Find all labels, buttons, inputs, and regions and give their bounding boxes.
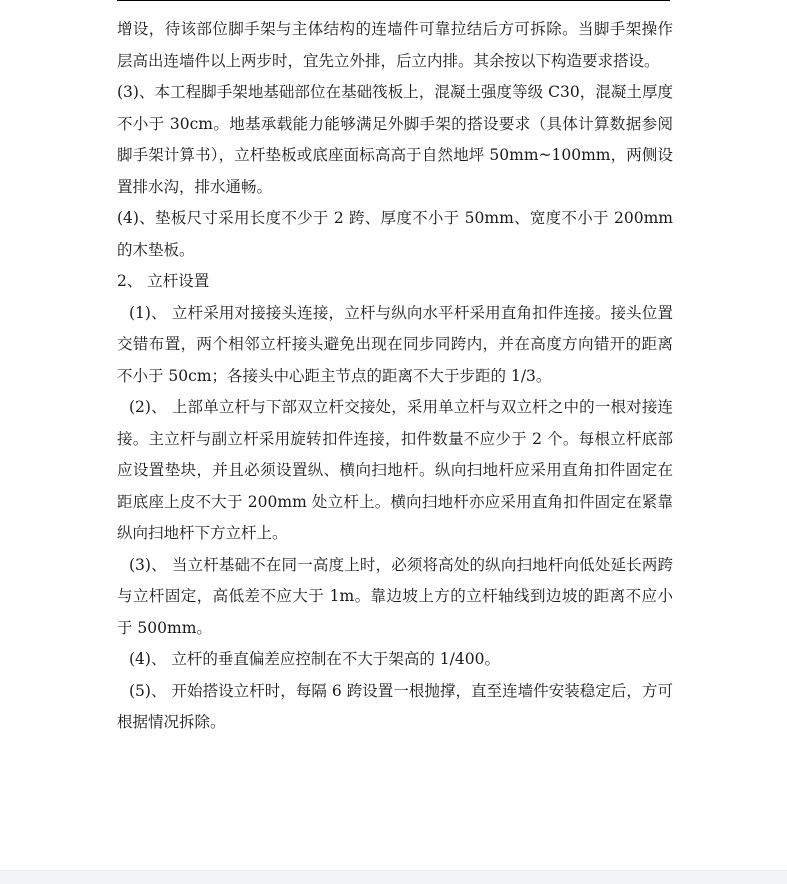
- header-rule: [117, 0, 670, 1]
- paragraph-pole-item-4: (4)、 立杆的垂直偏差应控制在不大于架高的 1/400。: [129, 650, 500, 668]
- paragraph-pole-item-2: (2)、 上部单立杆与下部双立杆交接处，采用单立杆与双立杆之中的一根对接连接。主立杆与副立杆采用旋转扣件连接，扣件数量不应少于 2 个。每根立杆底部应设置垫块，并且必须设置纵、横向扫地杆。纵向扫地杆应采用直角扣件固定在距底座上皮不大于 200mm 处立杆上。横向扫地杆亦应采用直角扣件固定在紧靠纵向扫地杆下方立杆上。: [117, 398, 673, 542]
- paragraph-pole-item-1: (1)、 立杆采用对接接头连接，立杆与纵向水平杆采用直角扣件连接。接头位置交错布置，两个相邻立杆接头避免出现在同步同跨内，并在高度方向错开的距离不小于 50cm；各接头中心距主节点的距离不大于步距的 1/3。: [117, 303, 673, 385]
- section-heading-pole-setup: 2、 立杆设置: [117, 272, 210, 290]
- paragraph-item-4: (4)、垫板尺寸采用长度不少于 2 跨、厚度不小于 50mm、宽度不小于 200mm 的木垫板。: [117, 209, 673, 259]
- paragraph-pole-item-3: (3)、 当立杆基础不在同一高度上时，必须将高处的纵向扫地杆向低处延长两跨与立杆固定，高低差不应大于 1m。靠边坡上方的立杆轴线到边坡的距离不应小于 500mm。: [117, 555, 673, 637]
- paragraph-continuation: 增设，待该部位脚手架与主体结构的连墙件可靠拉结后方可拆除。当脚手架操作层高出连墙件以上两步时，宜先立外排，后立内排。其余按以下构造要求搭设。: [117, 20, 673, 70]
- paragraph-item-3: (3)、本工程脚手架地基础部位在基础筏板上，混凝土强度等级 C30，混凝土厚度不小于 30cm。地基承载能力能够满足外脚手架的搭设要求（具体计算数据参阅脚手架计算书），立杆垫板或底座面标高高于自然地坪 50mm~100mm，两侧设置排水沟，排水通畅。: [117, 83, 673, 196]
- viewer-bottom-bar: [0, 870, 787, 884]
- document-body: [117, 14, 673, 739]
- paragraph-pole-item-5: (5)、 开始搭设立杆时，每隔 6 跨设置一根抛撑，直至连墙件安装稳定后，方可根据情况拆除。: [117, 681, 673, 731]
